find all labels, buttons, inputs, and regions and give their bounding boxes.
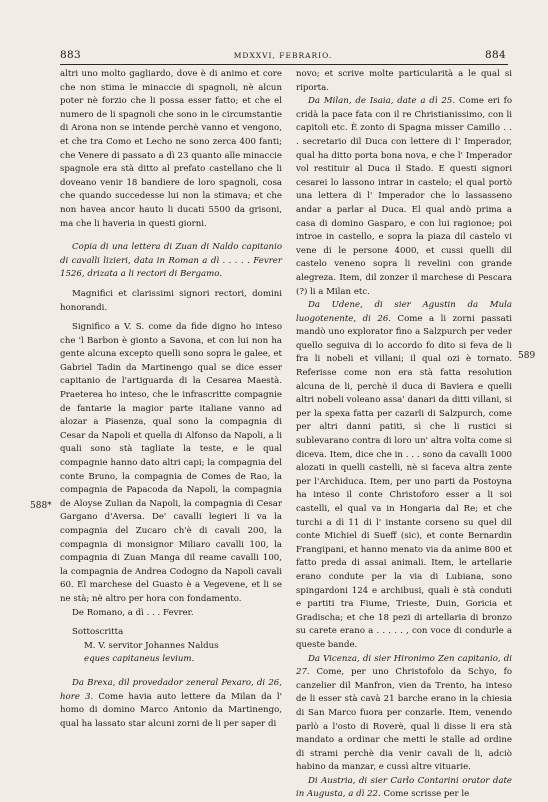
vicenza-body: Come, per uno Christofolo da Schyo, fo canzelier dil Manfron, vien da Trento, ha inteso de li esser stà cavà 21 barche erano in la chiesia di San Marco fuora per conzarle. Item, venendo parlò a l'osto di Roverè, qual li disse li era stà mandato a ordinar che metti le stalle ad ordine di strami perchè dia venir cavali de li, adciò habino da manzar, e cussì altre vituarie. — [296, 667, 512, 773]
left-page-number: 883 — [60, 49, 81, 61]
left-margin-number: 588* — [30, 501, 52, 511]
left-paragraph-1: altri uno molto gagliardo, dove è di animo et core che non stima le minaccie di spagnoli, nè alcun poter nè forzio che li possa esser fatto; et che el numero de li spagnoli che sono in le circumstantie di Arona non se intende perchè vanno et vengono, et che tra Como et Lecho ne sono zerca 400 fanti; che Venere di passato a dì 23 quanto alle minaccie spagnole era stà ditto al prefato castellano che li doveano venir 18 bandiere de loro spagnoli, cosa che quando succedesse lui non la stimava; et che non havea ancor hauto li ducati 5500 da grisoni, ma che li haveria in questi giorni. — [60, 69, 282, 229]
right-column — [296, 68, 513, 800]
running-title: MDXXVI, FEBRARIO. — [233, 50, 333, 60]
austria-body: Come scrisse per le — [383, 789, 470, 800]
subscribed-label: Sottoscritta — [72, 627, 124, 638]
vicenza-heading: Da Vicenza, di sier Hironimo Zen capitanio, di 27. — [296, 653, 512, 678]
milan-heading: Da Milan, de Isaia, date a dì 25. — [308, 96, 456, 107]
brescia-body: Come havia auto lettere da Milan da l' homo di domino Marco Antonio da Martinengo, qual ha lassato star alcuni zorni de li per saper di — [60, 691, 282, 729]
right-page-number: 884 — [485, 49, 506, 61]
milan-body: Come eri fo cridà la pace fata con il re Christianissimo, con li capitoli etc. È zonto di Spagna misser Camillo . . . secretario dil Duca con lettere di l' Imperador, qual ha ditto porta bona nova, e che l' Imperador vol restituir al Duca il Stado. E questi signori cesarei lo lassono intrar in castelo; el qual portò una lettera di l' Imperador che lo lassasseno andar a parlar al Duca. El qual andò prima a casa di domino Gasparo, e con lui ragionoe; poi introe in castello, e sopra la piaza dil castelo vi vene di le persone 4000, et cussi quelli dil castelo veneno sopra li revelini con grande alegreza. Item, dil zonzer il marchese di Pescara (?) li a Milan etc. — [296, 96, 513, 297]
letter-heading: Copia di una lettera di Zuan di Naldo capitanio di cavalli lizieri, data in Roman a dì . . . . . Fevrer 1526, drizata a li rectori di Bergamo. — [60, 242, 282, 280]
signature-line: M. V. servitor Johannes Naldus — [84, 640, 219, 651]
signature-title: eques capitaneus levium. — [84, 654, 195, 665]
letter-body: Significo a V. S. come da fide digno ho inteso che 'l Barbon è gionto a Savona, et con lui non ha gente alcuna excepto quelli sono sopra le galee, et Gabriel Tadin da Martinengo qual se dice esser capitanio de l'artiguarda di la Cesarea Maestà. Praeterea ho inteso, che le infrascritte compagnie de fantarie la magior parte italiane vanno ad alozar a Piasenza, qual sono la compagnia di Cesar da Napoli et quella di Alfonso da Napoli, a li quali sono stà tagliate la teste, e le qual compagnie hanno dato altri capi; la compagnia del conte Bruno, la compagnia de Comes de Rao, la compagnia de Papacoda da Napoli, la compagnia de Aloyse Zulian da Napoli, la compagnia di Cesar Gargano d'Aversa. De' cavalli legieri li va la compagnia del Zucaro ch'è di cavali 200, la compagnia di monsignor Miliaro cavalli 100, la compagnia di Zuan Manga dil reame cavalli 100, la compagnia de Andrea Codogno da Napoli cavali 60. El marchese del Guasto è a Vegevene, et li se ne stà; nè altro per hora con fondamento. — [60, 322, 282, 604]
right-margin-number: 589 — [518, 351, 536, 361]
header-rule — [60, 64, 508, 65]
udine-body: Come a li zorni passati mandò uno explorator fino a Salzpurch per veder quello seguiva di lo accordo fo dito si feva de li fra li nobeli et villani; il qual ozi è tornato. Referisse come non era stà fatta resolution alcuna de li, perchè il duca di Baviera e quelli altri nobeli voleano assa' danari da ditti villani, si per la spexa fatta per cazarli di Salzpurch, come per altri danni patiti, sì che li rustici si sublevarano contra di loro un' altra volta come si diceva. Item, dice che in . . . sono da cavalli 1000 alozati in quelli castelli, nè si faceva altra zente per l'Archiduca. Item, per uno parti da Postoyna ha inteso il conte Christoforo esser a li soi castelli, el qual va in Hongaria dal Re; et che turchi a dì 11 di l' instante corseno su quel dil conte Michiel di Sueff (sic), et conte Bernardin Frangipani, et hanno menato via da anime 800 et fatto preda di assai animali. Item, le artellarie erano condute per la via di Lubiana, sono spingardoni 124 e archibusi, quali è stà conduti e partiti tra Fiume, Trieste, Duin, Goricia et Gradischa; et che 18 pezi di artellaria di bronzo su carete erano a . . . . . , con voce di condurle a queste bande. — [296, 313, 512, 650]
brescia-heading: Da Brexa, dil provedador zeneral Pexaro, di 26, hore 3. — [60, 677, 282, 702]
right-paragraph-1: novo; et scrive molte particularità a le qual si riporta. — [296, 69, 512, 93]
letter-dateline: De Romano, a dì . . . Fevrer. — [72, 607, 194, 618]
udine-heading: Da Udene, di sier Agustin da Mula luogotenente, di 26. — [296, 300, 512, 324]
austria-heading: Di Austria, di sier Carlo Contarini orator date in Augusta, a dì 22. — [296, 775, 512, 800]
left-column — [60, 68, 282, 770]
letter-salutation: Magnifici et clarissimi signori rectori, domini honorandi. — [60, 288, 282, 313]
page-header — [60, 49, 506, 61]
